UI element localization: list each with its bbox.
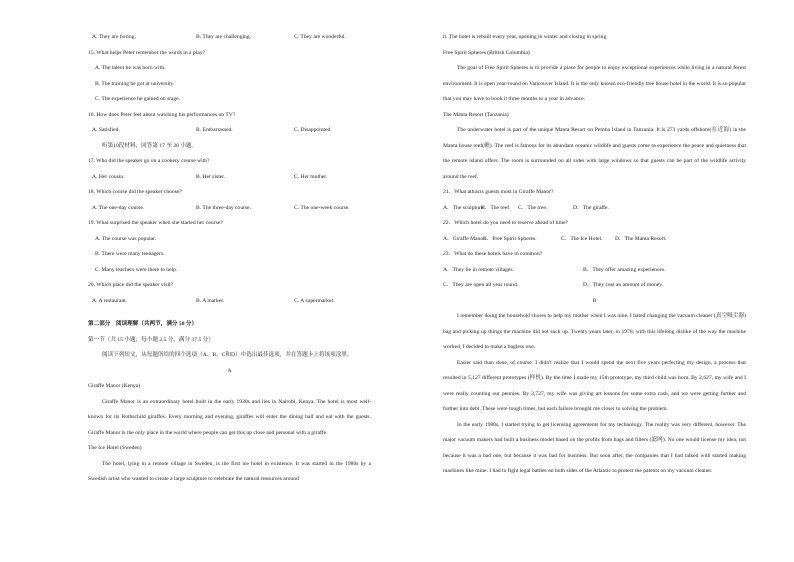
q20-question: 20. Which place did the speaker visit? — [88, 282, 174, 288]
giraffe-manor-text: Giraffe Manor is an extraordinary hotel built in the early 1930s and lies in Nairobi, Kenya. The hotel is most well-known for its Rothschild giraffes. Every morning and evening, giraffes will enter the dining hall and eat with the guests. Giraffe Manor is the only place in the world where people can get this up close and personal with a giraffe. — [88, 398, 371, 436]
q22-option-a: A．Giraffe Manor. — [443, 235, 487, 242]
q23-option-d: D．They cost an amount of money. — [583, 282, 664, 288]
q22-option-b: B．Free Spirit Spheres. — [483, 235, 537, 242]
q23-question: 23．What do these hotels have in common? — [443, 251, 543, 257]
passage-b-letter: B — [592, 297, 597, 304]
q18-question: 18. Which course did the speaker choose? — [88, 189, 182, 195]
q15-option-b: B. The training he got at university. — [95, 80, 175, 87]
q19-option-a: A. The course was popular. — [95, 235, 157, 242]
q20-options — [88, 294, 371, 310]
q23-option-b: B．They offer amazing experiences. — [583, 266, 666, 273]
right-column — [443, 30, 746, 480]
q19-option-b: B. There were many teenagers. — [95, 251, 165, 257]
q21-option-a: A．The sculpture. — [443, 204, 485, 211]
q14-option-a: A. They are boring. — [92, 34, 136, 40]
q17-option-b: B. Her sister. — [196, 173, 226, 180]
q15-option-a: A. The talent he was born with. — [95, 65, 166, 71]
q16-options — [88, 123, 371, 139]
q17-option-a: A. Her cousin. — [92, 173, 125, 180]
q14-options — [88, 30, 371, 46]
q18-option-b: B. The three-day course. — [196, 204, 252, 211]
instruction-17-20: 听第10段材料，回答第 17 至 20 小题。 — [102, 142, 198, 149]
q17-option-c: C. Her mother. — [294, 173, 328, 180]
q22-options — [443, 232, 746, 248]
q14-option-b: B. They are challenging. — [196, 34, 252, 40]
q21-option-d: D．The giraffe. — [573, 204, 609, 211]
manta-resort-text: The underwater hotel is part of the unique Manta Resort on Pemba Island in Tanzania. It is 273 yards offshore(在近海) in the Manta house reef(礁). The reef is famous for its abundant oceanic wildlife and guests come to experience the peace and quietness that the remote island offers. The room is surrounded on all sides with large windows so that guests can be part of the wildlife activity around the reef. — [443, 127, 746, 180]
q18-option-c: C. The one-week course. — [294, 204, 350, 211]
passage-b-paragraph-2: Easier said than done, of course. I didn't realize that I would spend the next five years perfecting my design, a process that resulted in 5,127 different prototypes (样机). By the time I made my 15th prototype, my third child was born. By 2,627, my wife and I were really counting our pennies. By 3,727, my wife was giving art lessons for some extra cash, and we were getting further and further into debt. These were tough times, but each failure brought me closer to solving the problem. — [443, 359, 746, 412]
free-spirit-spheres-text: The goal of Free Spirit Spheres is to provide a place for people to enjoy exceptional experiences while living in a natural forest environment. It is open year-round on Vancouver Island. It is the only known eco-friendly tree house hotel in the world. It is so popular that you may have to book it three months to a year in advance. — [443, 65, 746, 102]
q18-options — [88, 201, 371, 217]
q23-options-row1 — [443, 263, 746, 279]
section1-heading: 第一节（共 15 小题；每小题 2.5 分，满分 37.5 分） — [88, 336, 214, 343]
q20-option-c: C. A supermarket. — [294, 297, 335, 304]
q15-option-c: C. The experience he gained on stage. — [95, 96, 181, 102]
q20-option-a: A. A restaurant. — [92, 297, 128, 304]
part2-heading: 第二部分 阅读理解（共两节，满分 50 分） — [88, 321, 198, 327]
q23-option-c: C．They are open all year round. — [443, 282, 519, 288]
q21-question: 21．What attracts guests most in Giraffe Manor? — [443, 189, 554, 195]
giraffe-manor-title: Giraffe Manor (Kenya) — [88, 383, 141, 389]
q17-question: 17. Who did the speaker go on a cookery course with? — [88, 158, 210, 164]
q16-question: 16. How does Peter feel about watching his performances on TV? — [88, 111, 236, 118]
q21-option-b: B．The reef. — [481, 204, 511, 211]
left-column — [88, 30, 371, 488]
q16-option-c: C. Disappointed. — [294, 127, 332, 133]
q23-options-row2 — [443, 278, 746, 294]
q16-option-a: A. Satisfied. — [92, 127, 120, 133]
q14-option-c: C. They are wonderful. — [294, 34, 346, 40]
q19-question: 19. What surprised the speaker when she started her course? — [88, 220, 223, 226]
passage-b-paragraph-3: In the early 1980s, I started trying to get licensing agreements for my technology. The reality was very different, however. The major vacuum makers had built a business model based on the profits from bags and filters (滤网). No one would license my idea, not because it was a bad one, but because it was bad for business. But soon after, the companies that I had talked with started making machines like mine. I had to fight legal battles on both sides of the Atlantic to protect the patents on my vacuum cleaner. — [443, 421, 746, 474]
ice-hotel-title: The Ice Hotel (Sweden) — [88, 445, 142, 451]
q23-option-a: A．They lie in remote villages. — [443, 266, 514, 273]
free-spirit-spheres-title: Free Spirit Spheres (British Columbia) — [443, 49, 530, 56]
directions: 阅读下列短文，从每题所给的四个选项（A、B、C和D）中选出最佳选项，并在答题卡上将该项涂黑。 — [102, 352, 353, 358]
q21-options — [443, 201, 746, 217]
ice-hotel-text: The hotel, lying in a remote village in Sweden, is the first ice hotel in existence. It was started in the 1980s by a Swedish artist who wanted to create a large sculpture to celebrate the natural resources around — [88, 460, 371, 482]
q20-option-b: B. A market. — [196, 297, 225, 304]
q16-option-b: B. Embarrassed. — [196, 127, 233, 133]
passage-b-paragraph-1: I remember doing the household chores to help my mother when I was nine. I hated changing the vacuum cleaner (真空吸尘器) bag and picking up things the machine did not suck up. Twenty years later, in 1978, with this lifelong dislike of the way the machine worked, I decided to make a bagless one. — [443, 313, 746, 350]
q19-option-c: C. Many teachers were there to help. — [95, 266, 178, 273]
q22-question: 22．Which hotel do you need to reserve ahead of time? — [443, 220, 569, 226]
q22-option-c: C．The Ice Hotel. — [561, 235, 603, 242]
ice-hotel-text-continued: it. The hotel is rebuilt every year, opening in winter and closing in spring. — [443, 34, 608, 40]
q22-option-d: D．The Manta Resort. — [615, 235, 667, 242]
manta-resort-title: The Manta Resort (Tanzania) — [443, 111, 509, 118]
q18-option-a: A. The one-day course. — [92, 204, 145, 211]
q15-question: 15. What helps Peter remember the words in a play? — [88, 49, 206, 56]
passage-a-letter: A — [227, 367, 232, 374]
q21-option-c: C．The tree. — [518, 204, 548, 211]
q17-options — [88, 170, 371, 186]
